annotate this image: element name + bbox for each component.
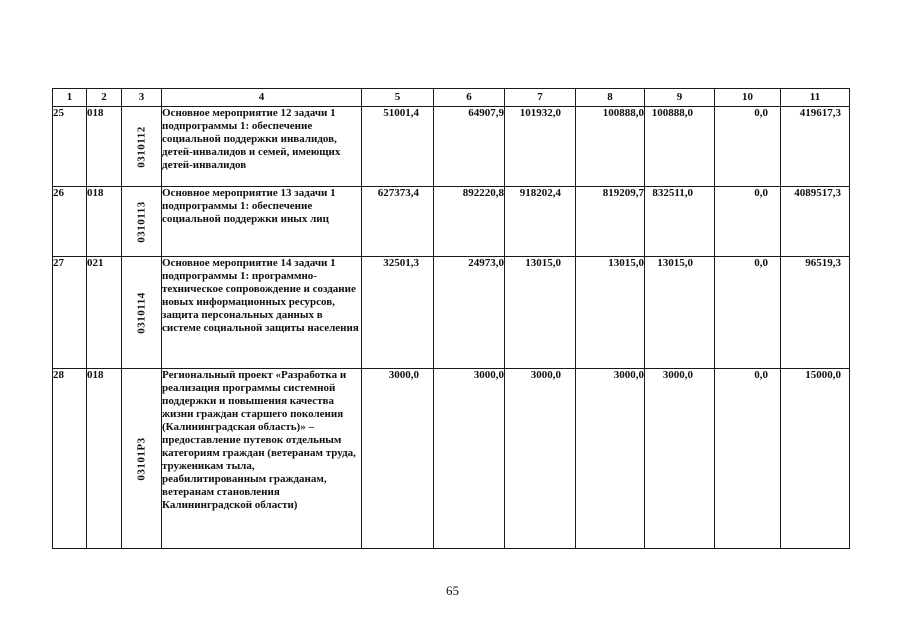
table-row (53, 369, 850, 549)
value-col-10: 0,0 (715, 187, 781, 257)
value-col-10: 0,0 (715, 257, 781, 369)
value-col-6: 3000,0 (434, 369, 505, 549)
measure-description: Региональный проект «Разработка и реализация программы системной поддержки и повышения качества жизни граждан старшего поколения (Калининградская область)» – предоставление путевок отдельным категориям граждан (ветеранам труда, труженикам тыла, реабилитированным гражданам, ветеранам становления Калининградской области) (162, 369, 356, 511)
header-col-1: 1 (53, 89, 87, 107)
measure-description: Основное мероприятие 12 задачи 1 подпрограммы 1: обеспечение социальной поддержки инвалидов, детей-инвалидов и семей, имеющих детей-инвалидов (162, 107, 341, 171)
measure-description: Основное мероприятие 14 задачи 1 подпрограммы 1: программно-техническое сопровождение и создание новых информационных ресурсов, защита персональных данных в системе социальной защиты населения (162, 257, 359, 334)
value-col-9: 3000,0 (645, 369, 715, 549)
department-code: 018 (87, 107, 122, 187)
measure-description-cell (162, 107, 362, 187)
row-number: 26 (53, 187, 87, 257)
target-code-cell (122, 369, 162, 549)
value-col-11: 4089517,3 (781, 187, 850, 257)
header-col-5: 5 (362, 89, 434, 107)
measure-description-cell (162, 257, 362, 369)
department-code: 021 (87, 257, 122, 369)
value-col-7: 13015,0 (505, 257, 576, 369)
measure-description-cell (162, 369, 362, 549)
value-col-10: 0,0 (715, 107, 781, 187)
header-col-11: 11 (781, 89, 850, 107)
department-code: 018 (87, 187, 122, 257)
measure-description: Основное мероприятие 13 задачи 1 подпрограммы 1: обеспечение социальной поддержки иных лиц (162, 187, 336, 225)
table-row (53, 257, 850, 369)
header-col-8: 8 (576, 89, 645, 107)
header-col-4: 4 (162, 89, 362, 107)
header-col-6: 6 (434, 89, 505, 107)
table-row (53, 187, 850, 257)
header-col-10: 10 (715, 89, 781, 107)
row-number: 27 (53, 257, 87, 369)
value-col-10: 0,0 (715, 369, 781, 549)
value-col-6: 64907,9 (434, 107, 505, 187)
value-col-5: 627373,4 (362, 187, 434, 257)
value-col-6: 24973,0 (434, 257, 505, 369)
header-col-9: 9 (645, 89, 715, 107)
table-row (53, 107, 850, 187)
target-code: 03101P3 (135, 436, 147, 481)
value-col-11: 419617,3 (781, 107, 850, 187)
budget-table-container (52, 88, 850, 549)
value-col-7: 101932,0 (505, 107, 576, 187)
header-col-2: 2 (87, 89, 122, 107)
target-code-cell (122, 187, 162, 257)
value-col-8: 3000,0 (576, 369, 645, 549)
target-code-cell (122, 107, 162, 187)
department-code: 018 (87, 369, 122, 549)
value-col-8: 819209,7 (576, 187, 645, 257)
page-number: 65 (446, 583, 459, 598)
value-col-11: 15000,0 (781, 369, 850, 549)
target-code-cell (122, 257, 162, 369)
value-col-8: 13015,0 (576, 257, 645, 369)
value-col-5: 51001,4 (362, 107, 434, 187)
value-col-7: 3000,0 (505, 369, 576, 549)
value-col-5: 32501,3 (362, 257, 434, 369)
header-row (53, 89, 850, 107)
target-code: 0310114 (135, 291, 147, 334)
value-col-9: 13015,0 (645, 257, 715, 369)
budget-table (52, 88, 850, 549)
value-col-11: 96519,3 (781, 257, 850, 369)
header-col-7: 7 (505, 89, 576, 107)
measure-description-cell (162, 187, 362, 257)
target-code: 0310112 (135, 125, 147, 168)
header-col-3: 3 (122, 89, 162, 107)
value-col-5: 3000,0 (362, 369, 434, 549)
value-col-7: 918202,4 (505, 187, 576, 257)
value-col-9: 100888,0 (645, 107, 715, 187)
value-col-8: 100888,0 (576, 107, 645, 187)
row-number: 28 (53, 369, 87, 549)
row-number: 25 (53, 107, 87, 187)
target-code: 0310113 (135, 200, 147, 243)
value-col-9: 832511,0 (645, 187, 715, 257)
value-col-6: 892220,8 (434, 187, 505, 257)
